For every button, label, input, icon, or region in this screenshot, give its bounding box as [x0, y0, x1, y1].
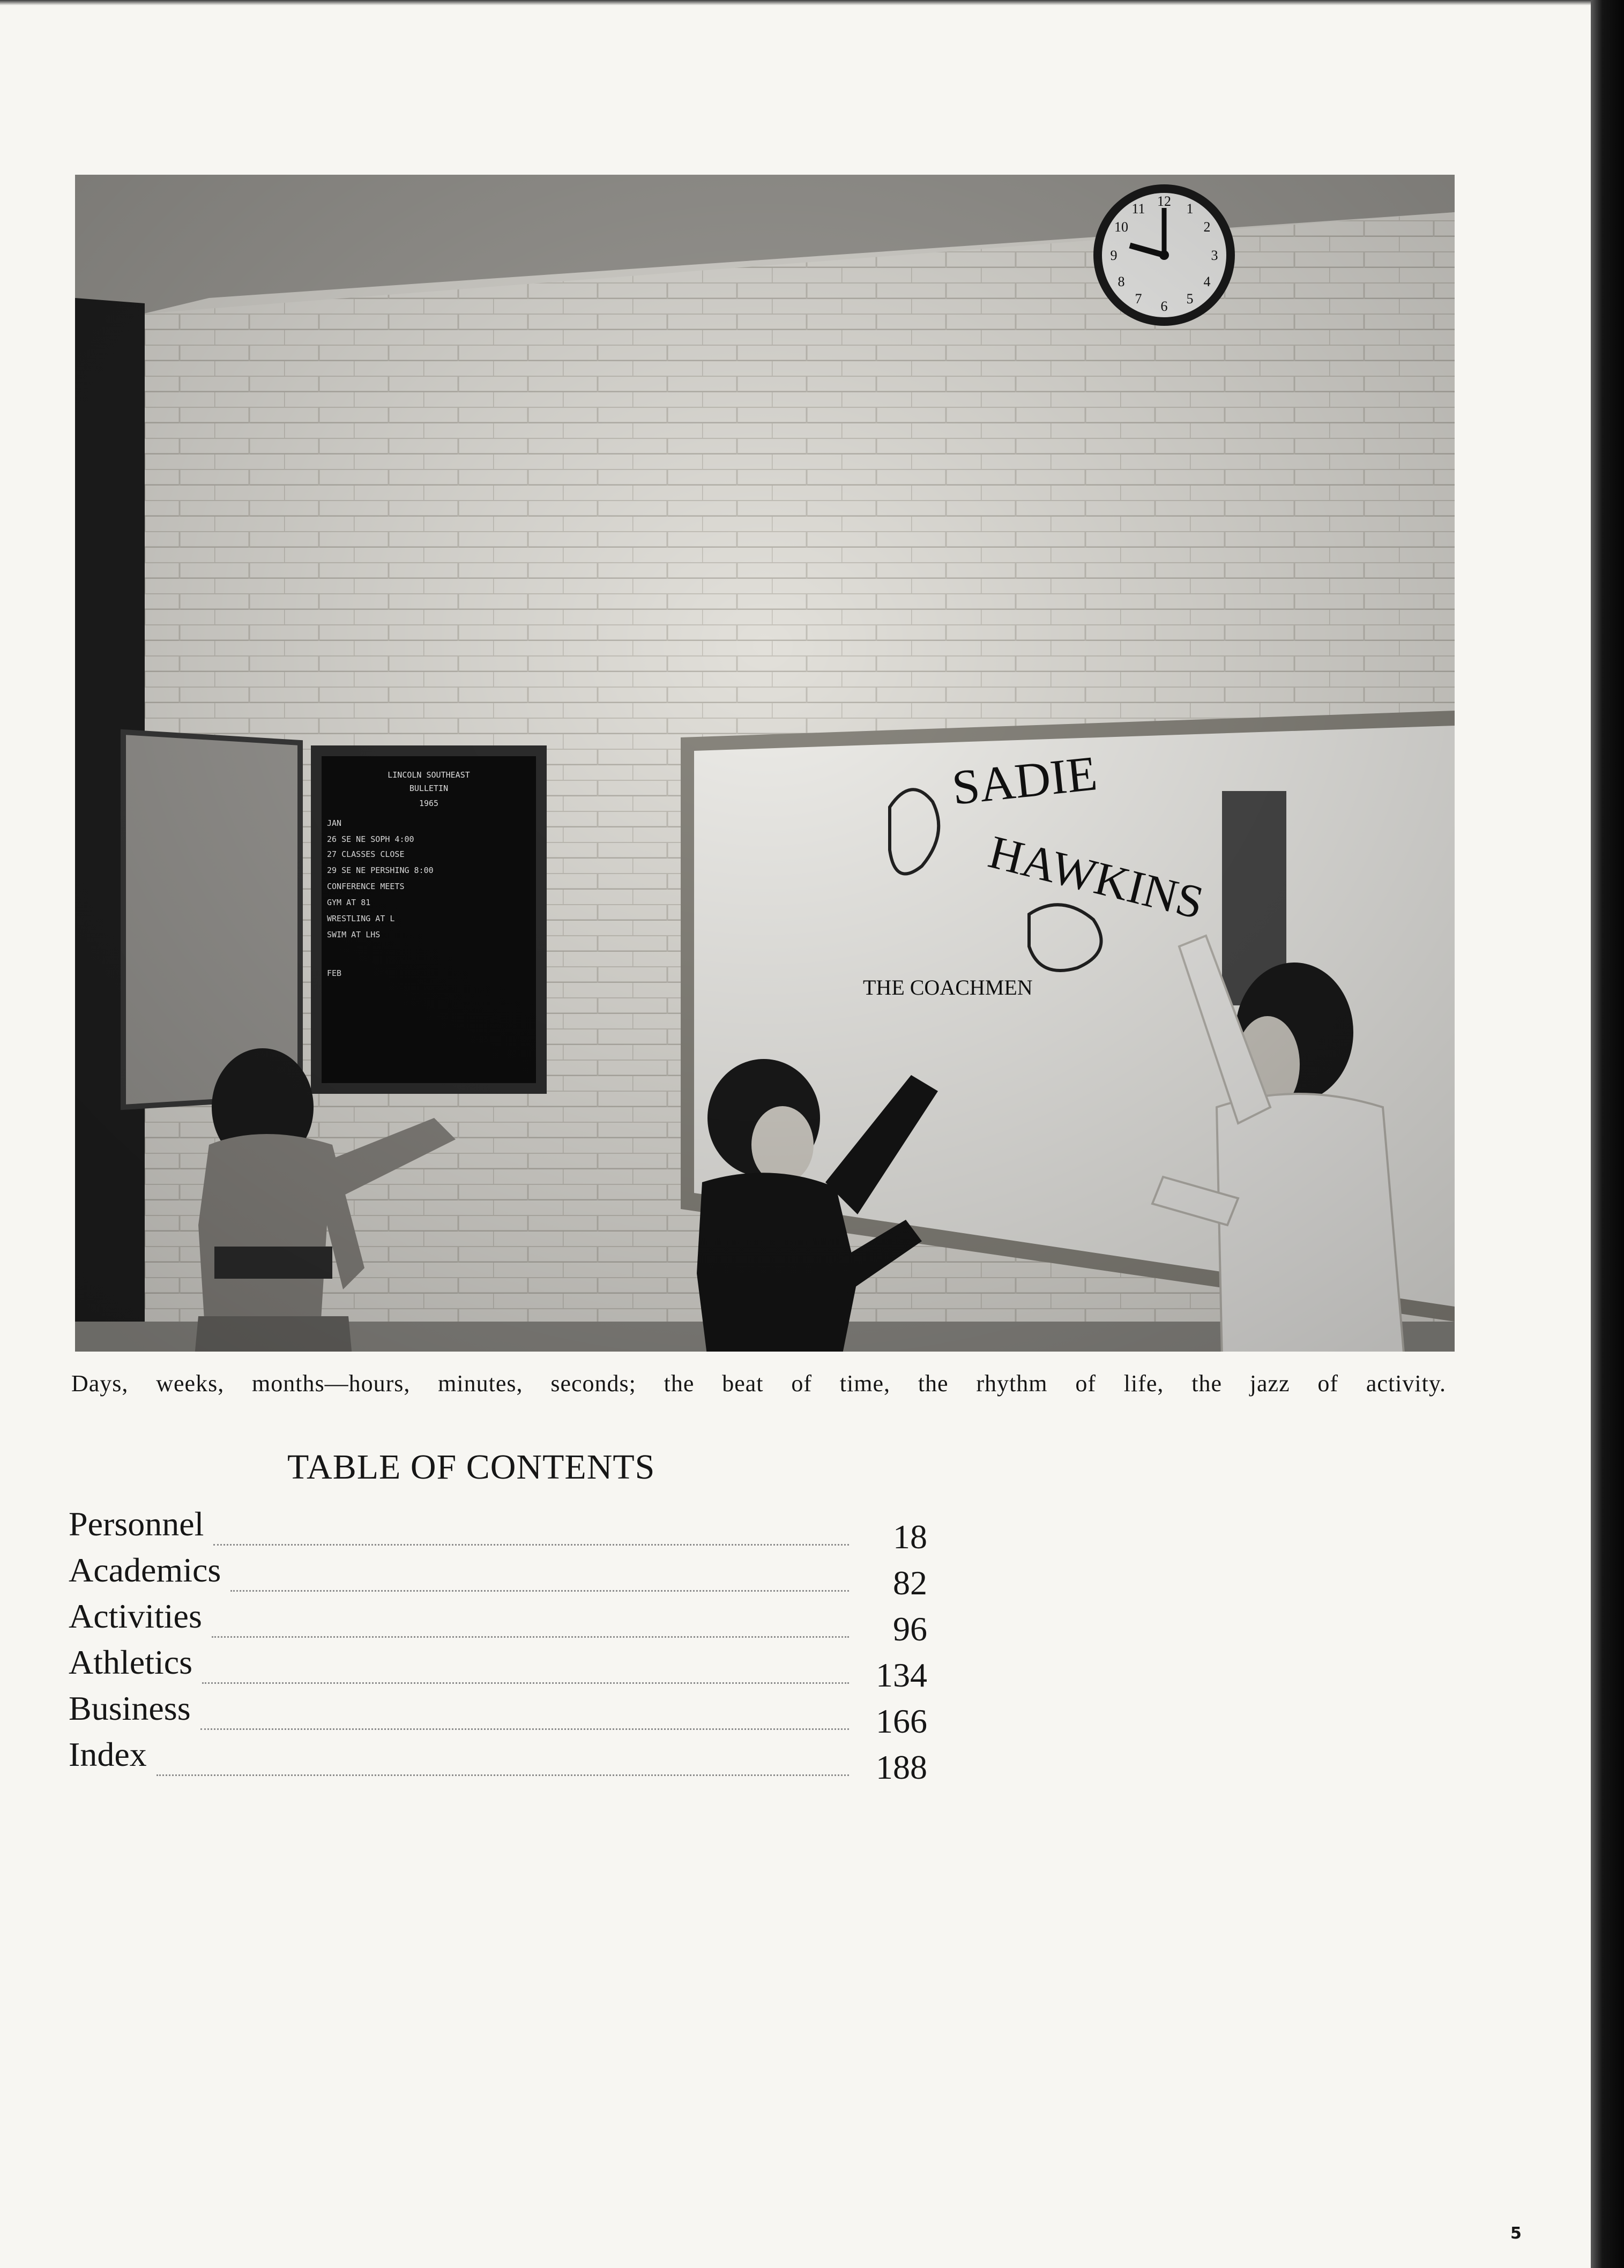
toc-entry-personnel — [69, 1495, 927, 1556]
photo-illustration — [75, 175, 1455, 1352]
toc-entry-label: Academics — [69, 1551, 221, 1589]
toc-entry-page: 96 — [893, 1610, 927, 1648]
toc-entry-activities — [69, 1587, 927, 1648]
page-top-edge — [0, 0, 1624, 5]
table-of-contents — [69, 1495, 927, 1786]
toc-entry-label: Personnel — [69, 1505, 204, 1543]
photo-caption: Days, weeks, months—hours, minutes, seconds; the beat of time, the rhythm of life, the jazz of activity. — [71, 1370, 1446, 1397]
toc-entry-athletics — [69, 1633, 927, 1694]
toc-entry-business — [69, 1680, 927, 1740]
toc-entry-page: 188 — [876, 1748, 927, 1786]
toc-entry-page: 134 — [876, 1656, 927, 1694]
page-number: 5 — [1510, 2224, 1522, 2243]
toc-entry-label: Athletics — [69, 1643, 193, 1681]
book-spine-edge — [1591, 0, 1624, 2268]
toc-entry-label: Index — [69, 1735, 147, 1773]
toc-entry-index — [69, 1726, 927, 1786]
toc-entry-page: 82 — [893, 1564, 927, 1602]
toc-entry-label: Activities — [69, 1597, 202, 1635]
toc-entry-page: 18 — [893, 1518, 927, 1556]
hallway-photograph — [75, 175, 1455, 1352]
toc-title: TABLE OF CONTENTS — [287, 1448, 655, 1487]
toc-entry-academics — [69, 1541, 927, 1602]
toc-entry-page: 166 — [876, 1702, 927, 1740]
toc-leader-dots — [157, 1774, 849, 1776]
toc-entry-label: Business — [69, 1689, 191, 1727]
